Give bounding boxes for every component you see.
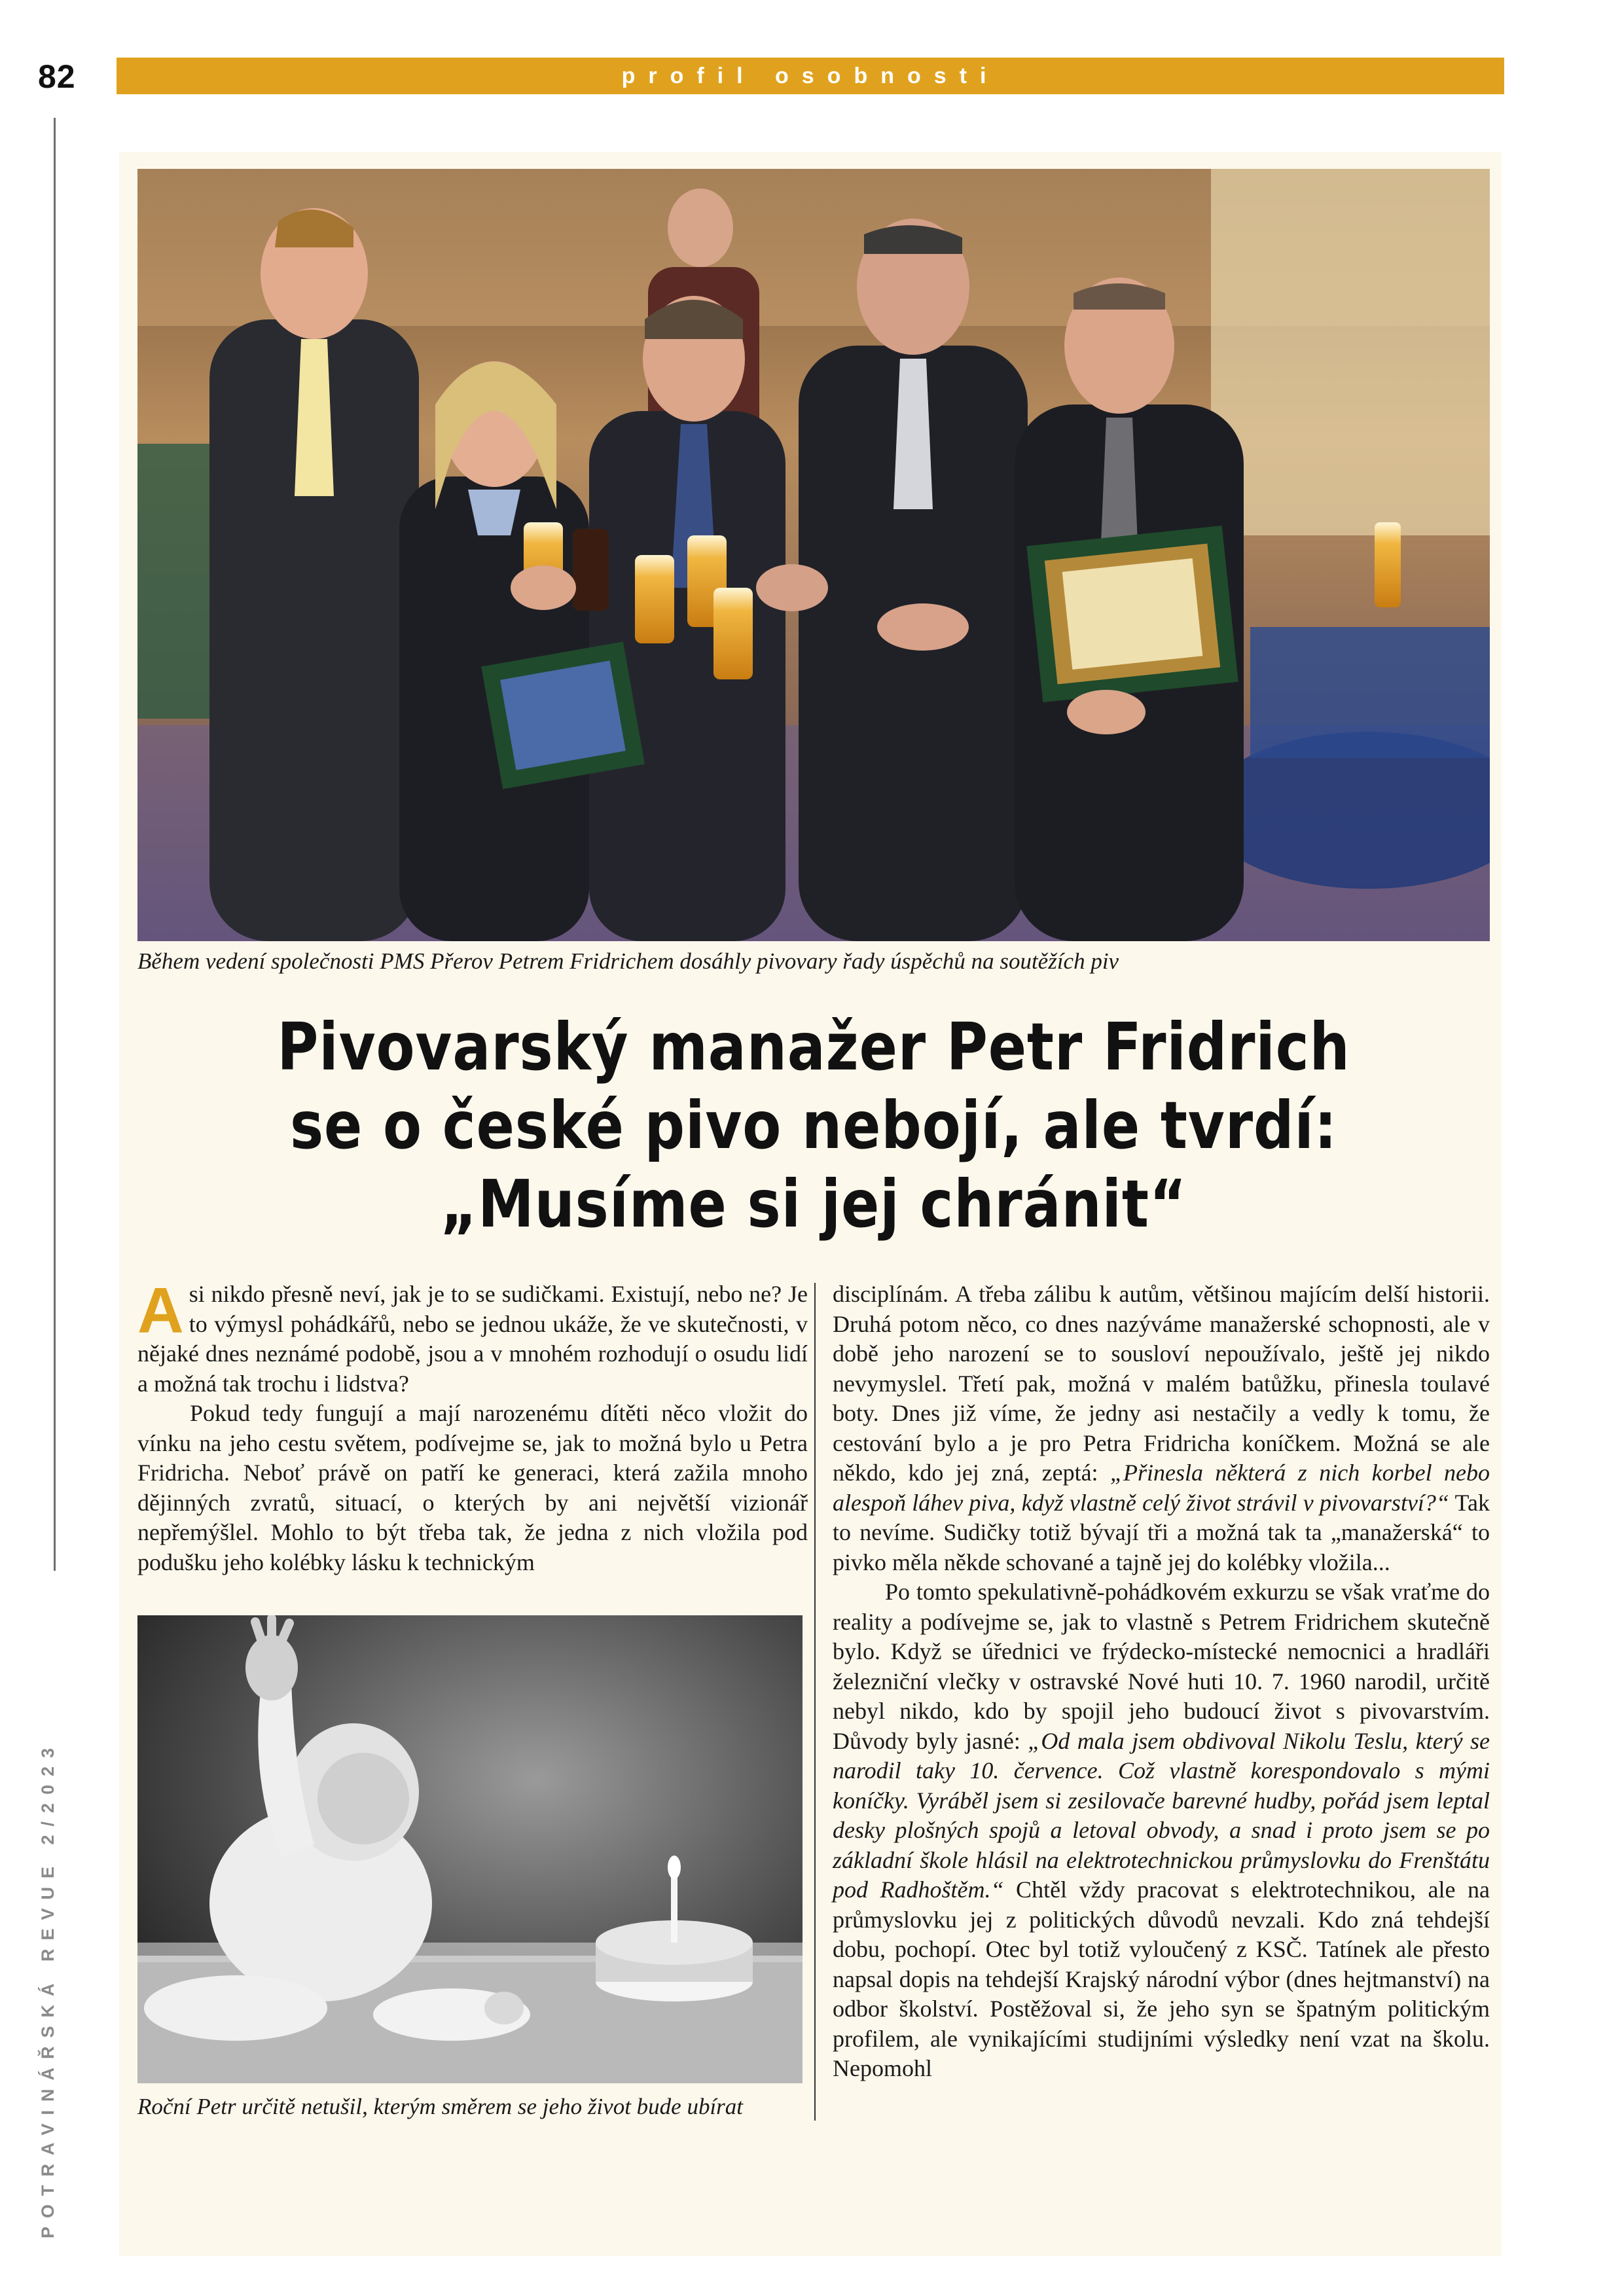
baby-photo-caption: Roční Petr určitě netušil, kterým směrem se jeho život bude ubírat <box>137 2094 744 2119</box>
paragraph-4 <box>833 1577 1490 2084</box>
paragraph-3-text-a: disciplínám. A třeba zálibu k autům, většinou majícím delší historii. Druhá potom něco, co dnes nazýváme manažerské schopnosti, ale v době jeho narození se to sousloví nepoužívalo, ještě jej nikdo nevymyslel. Třetí pak, možná v malém batůžku, přinesla toulavé boty. Dnes již víme, že jedny asi nestačily a vedly k tomu, že cestování bylo a je pro Petra Fridricha koníčkem. Možná se ale někdo, kdo jej zná, zeptá: <box>833 1281 1490 1486</box>
main-photo <box>137 169 1490 941</box>
drop-cap: A <box>137 1274 184 1346</box>
paragraph-3 <box>833 1280 1490 1577</box>
intro-text: si nikdo přesně neví, jak je to se sudičkami. Existují, nebo ne? Je to výmysl pohádkářů, nebo se jednou ukáže, že ve skutečnosti, v nějaké dnes neznámé podobě, jsou a v mnohém rozhodují o osudu lidí a možná tak trochu i lidstva? <box>137 1281 808 1397</box>
page-number: 82 <box>38 58 76 95</box>
paragraph-4-quote: „Od mala jsem obdivoval Nikolu Teslu, který se narodil taky 10. července. Což vlastně korespondovalo s mými koníčky. Vyráběl jsem si zesilovače barevné hudby, pořád jsem leptal desky plošných spojů a letoval obvody, a snad i proto jsem se po základní škole hlásil na elektrotechnickou průmyslovku do Frenštátu pod Radhoštěm.“ <box>833 1727 1490 1903</box>
paragraph-3-quote: „Přinesla některá z nich korbel nebo alespoň láhev piva, když vlastně celý život strávil v pivovarství?“ <box>833 1460 1490 1516</box>
paragraph-3-text-b: Tak to nevíme. Sudičky totiž bývají tři a možná tak ta „manažerská“ to pivko měla někde schované a tajně jej do kolébky vložila... <box>833 1489 1490 1575</box>
column-divider <box>814 1283 816 2121</box>
publication-issue: POTRAVINÁŘSKÁ REVUE 2/2023 <box>38 1739 58 2238</box>
paragraph-4-text-a: Po tomto spekulativně-pohádkovém exkurzu se však vraťme do reality a podívejme se, jak to vlastně s Petrem Fridrichem skutečně bylo. Když se úřednici ve frýdecko-místecké nemocnici a hradláři železniční vlečky v ostravské Nové huti 10. 7. 1960 narodil, určitě nebyl nikdo, kdo by spojil jeho budoucí život s pivovarstvím. Důvody byly jasné: <box>833 1579 1490 1754</box>
main-photo-caption: Během vedení společnosti PMS Přerov Petrem Fridrichem dosáhly pivovary řady úspěchů na soutěžích piv <box>137 948 1119 974</box>
sidebar-divider <box>54 118 56 1571</box>
baby-photo <box>137 1615 803 2083</box>
article-headline <box>137 1008 1490 1244</box>
headline-line-2: se o české pivo nebojí, ale tvrdí: <box>289 1087 1338 1164</box>
paragraph-4-text-b: Chtěl vždy pracovat s elektrotechnikou, ale na průmyslovku jej z politických důvodů nevzali. Kdo zná tehdejší dobu, pochopí. Otec byl totiž vyloučený z KSČ. Tatínek ale přesto napsal dopis na tehdejší Krajský národní výbor (dnes hejtmanství) na odbor školství. Postěžoval si, že jeho syn se špatným politickým profilem, ale vynikajícími studijními výsledky není vzat na školu. Nepomohl <box>833 1876 1490 2081</box>
section-header-bar <box>117 58 1504 94</box>
paragraph-2: Pokud tedy fungují a mají narozenému dítěti něco vložit do vínku na jeho cestu světem, podívejme se, jak to možná bylo u Petra Fridricha. Neboť právě on patří ke generaci, která zažila mnoho dějinných zvratů, situací, o kterých by ani největší vizionář nepřemýšlel. Mohlo to být třeba tak, že jedna z nich vložila pod podušku jeho kolébky lásku k technickým <box>137 1400 808 1575</box>
section-title: profil osobnosti <box>621 63 1000 88</box>
article-column-right <box>833 1280 1490 2084</box>
headline-line-1: Pivovarský manažer Petr Fridrich <box>277 1009 1350 1085</box>
paragraph-intro <box>137 1274 808 1399</box>
headline-line-3: „Musíme si jej chránit“ <box>440 1166 1187 1242</box>
article-column-left <box>137 1274 808 1577</box>
